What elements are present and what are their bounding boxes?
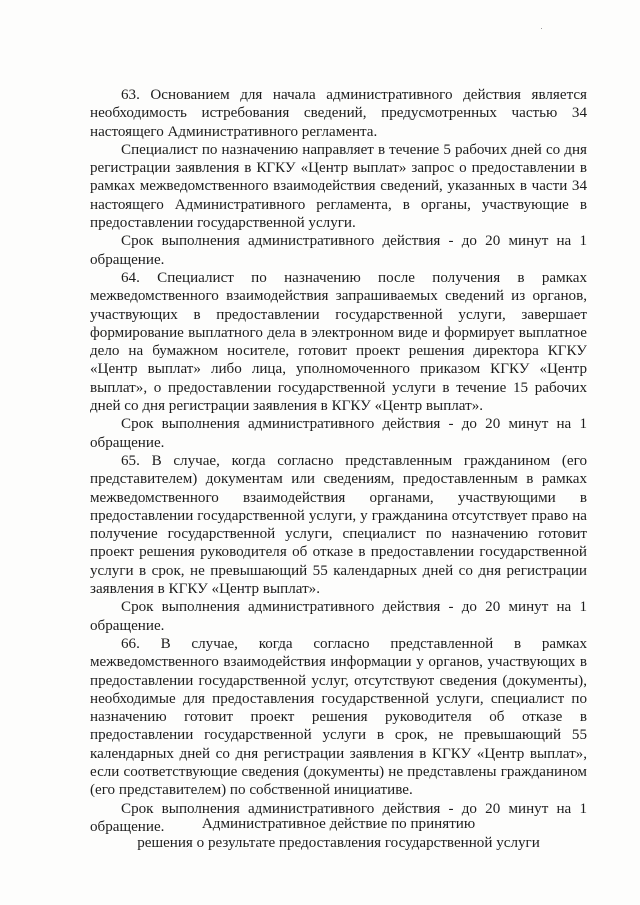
paragraph-66: 66. В случае, когда согласно представленной в рамках межведомственного взаимодействия информации у органов, участвующих в предоставлении государственной услуг, отсутствуют сведения (документы), необходимые для предоставления государственной услуги, специалист по назначению готовит проект решения руководителя об отказе в предоставлении государственной услуги в срок, не превышающий 55 календарных дней со дня регистрации заявления в КГКУ «Центр выплат», если соответствующие сведения (документы) не представлены гражданином (его представителем) по собственной инициативе.	[90, 635, 587, 799]
paragraph-65: 65. В случае, когда согласно представленным гражданином (его представителем) документам или сведениям, предоставленным в рамках межведомственного взаимодействия органами, участвующими в предоставлении государственной услуги, у гражданина отсутствует право на получение государственной услуги, специалист по назначению готовит проект решения руководителя об отказе в предоставлении государственной услуги в срок, не превышающий 55 календарных дней со дня регистрации заявления в КГКУ «Центр выплат».	[90, 452, 587, 598]
paragraph-63: 63. Основанием для начала административного действия является необходимость истребования сведений, предусмотренных частью 34 настоящего Административного регламента.	[90, 87, 587, 140]
section-heading-line-1: Административное действие по принятию	[201, 816, 476, 832]
body-text	[90, 86, 587, 836]
section-heading-line-2: решения о результате предоставления государственной услуги	[137, 834, 540, 851]
paragraph-63-specialist: Специалист по назначению направляет в течение 5 рабочих дней со дня регистрации заявления в КГКУ «Центр выплат» запрос о предоставлении в рамках межведомственного взаимодействия сведений, указанных в части 34 настоящего Административного регламента, в органы, участвующие в предоставлении государственной услуги.	[90, 141, 587, 232]
paragraph-66-deadline: Срок выполнения административного действия - до 20 минут на 1 обращение.	[90, 800, 587, 835]
section-heading	[90, 815, 587, 852]
paragraph-63-deadline: Срок выполнения административного действия - до 20 минут на 1 обращение.	[90, 233, 587, 268]
paragraph-65-deadline: Срок выполнения административного действия - до 20 минут на 1 обращение.	[90, 599, 587, 634]
scan-speck	[541, 28, 542, 29]
paragraph-64-deadline: Срок выполнения административного действия - до 20 минут на 1 обращение.	[90, 416, 587, 451]
paragraph-64: 64. Специалист по назначению после получения в рамках межведомственного взаимодействия запрашиваемых сведений из органов, участвующих в предоставлении государственной услуги, завершает формирование выплатного дела в электронном виде и формирует выплатное дело на бумажном носителе, готовит проект решения директора КГКУ «Центр выплат» либо лица, уполномоченного приказом КГКУ «Центр выплат», о предоставлении государственной услуги в течение 15 рабочих дней со дня регистрации заявления в КГКУ «Центр выплат».	[90, 269, 587, 415]
